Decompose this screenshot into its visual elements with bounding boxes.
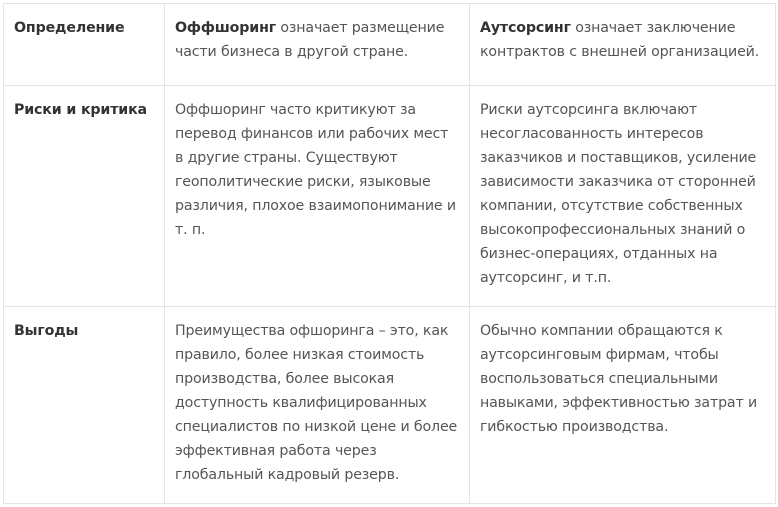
table-row-definition [4,4,776,86]
outsourcing-term: Аутсорсинг [480,20,571,36]
comparison-table [3,3,776,504]
offshoring-definition-text: означает размещение части бизнеса в другой стране. [175,20,445,60]
outsourcing-risks-cell: Риски аутсорсинга включают несогласованность интересов заказчиков и поставщиков, усиление зависимости заказчика от сторонней компании, отсутствие собственных высокопрофессиональных знаний о бизнес-операциях, отданных на аутсорсинг, и т.п. [470,86,776,307]
row-label-benefits: Выгоды [4,307,165,504]
offshoring-benefits-cell: Преимущества офшоринга – это, как правило, более низкая стоимость производства, более высокая доступность квалифицированных специалистов по низкой цене и более эффективная работа через глобальный кадровый резерв. [165,307,470,504]
table-row-benefits [4,307,776,504]
row-label-risks: Риски и критика [4,86,165,307]
row-label-definition: Определение [4,4,165,86]
outsourcing-definition-text: означает заключение контрактов с внешней организацией. [480,20,760,60]
outsourcing-definition-cell [470,4,776,86]
outsourcing-benefits-cell: Обычно компании обращаются к аутсорсинговым фирмам, чтобы воспользоваться специальными навыками, эффективностью затрат и гибкостью производства. [470,307,776,504]
offshoring-definition-cell [165,4,470,86]
table-row-risks [4,86,776,307]
offshoring-term: Оффшоринг [175,20,276,36]
offshoring-risks-cell: Оффшоринг часто критикуют за перевод финансов или рабочих мест в другие страны. Существуют геополитические риски, языковые различия, плохое взаимопонимание и т. п. [165,86,470,307]
